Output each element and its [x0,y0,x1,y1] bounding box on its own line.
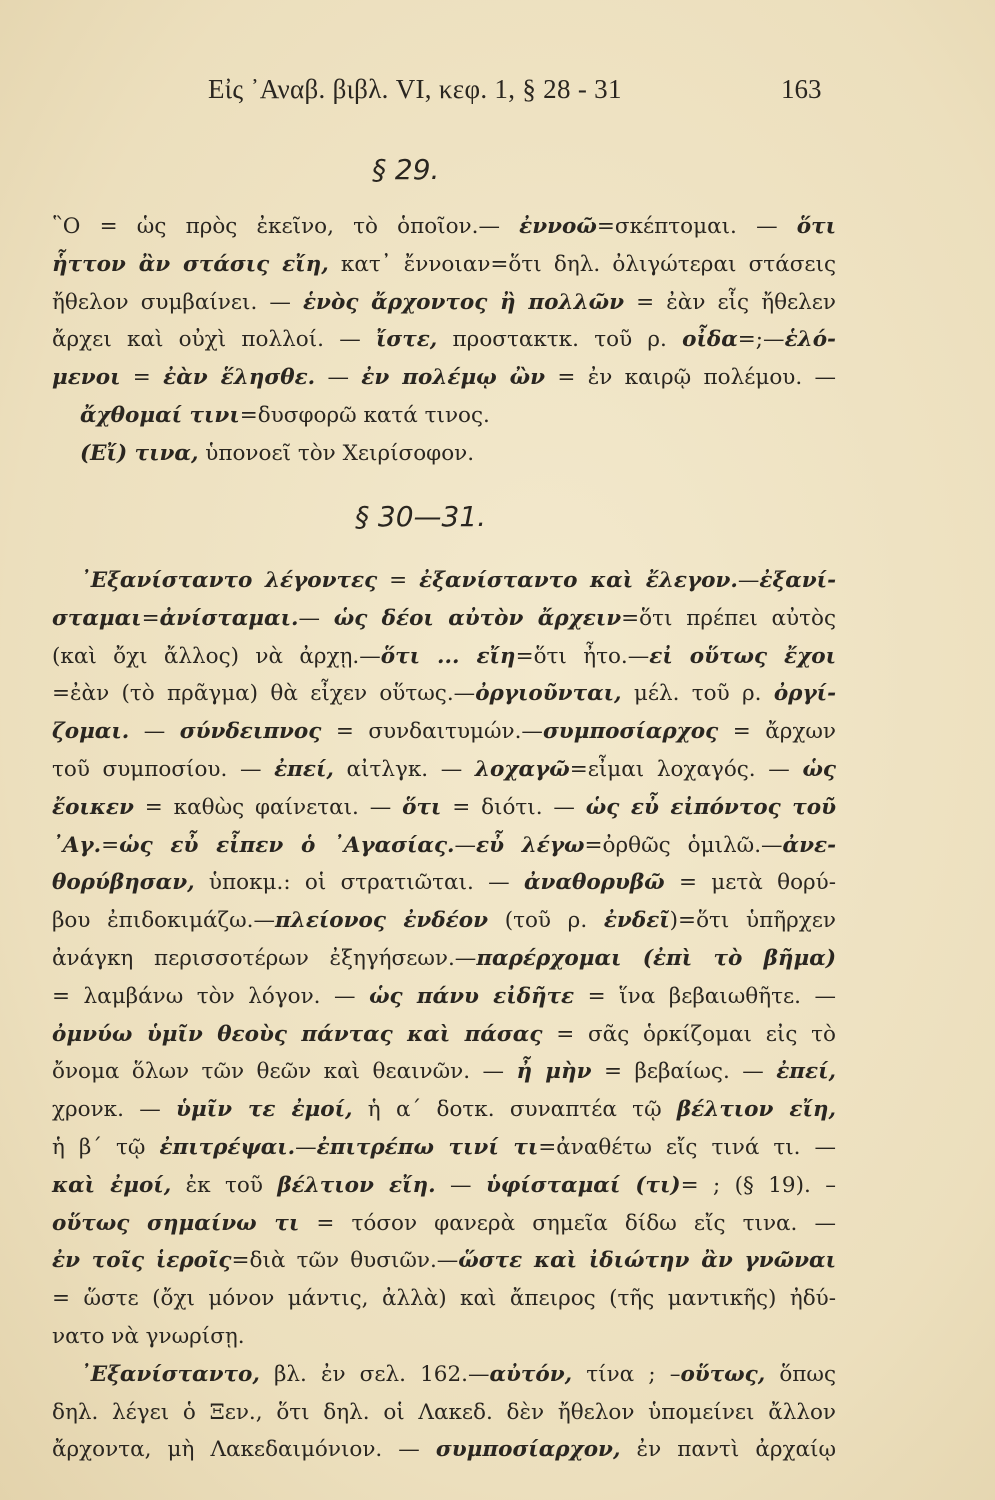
gloss: — [435,1172,486,1198]
gloss: (καὶ ὄχι ἄλλος) νὰ ἀρχῃ.— [52,643,381,669]
lemma: λοχαγῶ [474,756,570,782]
lemma: παρέρχομαι (ἐπὶ τὸ βῆμα) [476,945,836,971]
gloss: — [298,605,334,631]
text-line [52,864,836,902]
lemma: ὡς [802,756,837,782]
lemma: ᾽Εξανίσταντο λέγοντες [80,568,378,593]
lemma: ᾽Εξανίσταντο, [80,1361,260,1387]
text-line [52,675,836,713]
gloss: ἤθελον συμβαίνει. — [52,289,303,315]
lemma: αὐτόν, [489,1361,573,1387]
gloss: = ἵνα βεβαιωθῆτε. — [574,983,836,1009]
gloss: =δυσφορῶ κατά τινος. [239,402,490,428]
text-line [52,1053,836,1091]
lemma: ὅτι [402,794,442,820]
lemma: ἐξανίσταντο καὶ ἔλεγον. [419,568,738,593]
text-line [52,751,836,789]
lemma: ἐπεί, [776,1059,836,1085]
text-line [52,713,836,751]
lemma: ἐνδεῖ [603,908,670,934]
lemma: ὑφίσταμαί (τι) [485,1172,681,1198]
lemma: ὡς εὖ εἶπεν ὁ ᾽Αγασίας. [119,832,455,858]
gloss: =ἀναθέτω εἴς τινά τι. — [538,1134,836,1160]
gloss: =;— [737,327,785,353]
lemma: ἐννοῶ [519,214,597,239]
lemma: ἄχθομαί τινι [80,402,240,428]
gloss: ὄνομα ὅλων τῶν θεῶν καὶ θεαινῶν. — [52,1059,517,1085]
lemma: ἀνίσταμαι. [159,605,299,631]
gloss: =διὰ τῶν θυσιῶν.— [231,1248,459,1274]
text-line [52,1016,836,1054]
gloss: ἡ β´ τῷ [52,1134,160,1160]
gloss: — [454,832,477,858]
section-30-31-body [52,562,836,1469]
text-line [52,1318,836,1356]
text-line [52,246,836,284]
page-header [0,74,995,114]
lemma: ἐὰν ἕλησθε. [163,365,316,391]
lemma: πλείονος ἐνδέον [275,908,488,934]
lemma: ὑμῖν τε ἐμοί, [176,1097,353,1123]
gloss: νατο νὰ γνωρίσῃ. [52,1323,245,1349]
lemma: ἐπιτρέψαι. [159,1134,296,1160]
text-line [52,1242,836,1280]
text-line [52,1394,836,1432]
gloss: (τοῦ ρ. [488,908,604,934]
lemma: θορύβησαν, [52,870,195,896]
text-line [52,1167,836,1205]
text-line [52,1091,836,1129]
gloss: δηλ. λέγει ὁ Ξεν., ὅτι δηλ. οἱ Λακεδ. δὲν ἤθελον ὑπομείνει ἄλλον [52,1399,836,1425]
lemma: συμποσίαρχον, [435,1437,621,1463]
gloss: ὑπονοεῖ τὸν Χειρίσοφον. [198,440,475,466]
gloss: = σᾶς ὁρκίζομαι εἰς τὸ [542,1021,836,1047]
gloss: — [295,1134,317,1160]
gloss: ἐκ τοῦ [171,1172,278,1198]
gloss: χρονκ. — [52,1097,177,1123]
text-line [52,940,836,978]
gloss: = συνδαιτυμών.— [321,719,543,745]
gloss: =ὅτι πρέπει αὐτὸς [621,605,837,631]
lemma: ὀργιοῦνται, [475,681,622,707]
lemma: ἐπεί, [274,756,334,782]
gloss: ἀνάγκη περισσοτέρων ἐξηγήσεων.— [52,945,477,971]
gloss: = διότι. — [441,794,586,820]
lemma: μενοι [52,365,121,391]
lemma: ὡς δέοι αὐτὸν ἄρχειν [333,605,622,631]
text-line [52,208,836,246]
section-heading-30-31: § 30—31. [355,500,487,533]
gloss: =ὅτι ἦτο.— [515,643,650,669]
gloss: βου ἐπιδοκιμάζω.— [52,908,276,934]
text-line [52,789,836,827]
lemma: ἦ μὴν [516,1059,592,1085]
lemma: ἔοικεν [52,794,134,820]
lemma: ἀνε- [782,832,836,858]
lemma: ἐξανί- [759,568,836,593]
lemma: ὀργί- [773,681,836,707]
gloss: = λαμβάνω τὸν λόγον. — [52,983,370,1009]
text-line [52,1431,836,1469]
lemma: ἐπιτρέπω τινί τι [316,1134,539,1160]
gloss: = τόσον φανερὰ σημεῖα δίδω εἴς τινα. — [299,1210,836,1236]
text-line [52,284,836,322]
gloss: ῝Ο = ὡς πρὸς ἐκεῖνο, τὸ ὁποῖον.— [52,214,520,239]
lemma: ζομαι. [52,719,130,745]
gloss: = μετὰ θορύ- [664,870,836,896]
lemma: ἐν τοῖς ἱεροῖς [52,1248,232,1274]
lemma: εἰ οὕτως ἔχοι [649,643,837,669]
gloss: )=ὅτι ὑπῆρχεν [669,908,836,934]
text-line [52,1280,836,1318]
text-line [52,978,836,1016]
gloss: = καθὼς φαίνεται. — [133,794,403,820]
gloss: τοῦ συμποσίου. — [52,756,275,782]
lemma: ὅτι ... εἴη [380,643,516,669]
lemma: βέλτιον εἴη, [676,1097,836,1123]
lemma: ὅτι [796,214,836,239]
lemma: καὶ ἐμοί, [52,1172,172,1198]
lemma: ἀναθορυβῶ [523,870,665,896]
lemma: συμποσίαρχος [542,719,719,745]
text-line [52,1129,836,1167]
gloss: — [315,365,362,391]
lemma: σταμαι [52,605,142,631]
gloss: = ; (§ 19). – [680,1172,836,1198]
lemma: ὥστε καὶ ἰδιώτην ἂν γνῶναι [458,1248,836,1274]
running-title: Εἰς ᾽Αναβ. βιβλ. VI, κεφ. 1, § 28 - 31 [208,74,622,104]
text-line [52,1205,836,1243]
gloss: ἡ α´ δοτκ. συναπτέα τῷ [352,1097,677,1123]
text-line [52,902,836,940]
gloss: = ἐὰν εἷς ἤθελεν [624,289,836,315]
text-line [52,359,836,397]
lemma: βέλτιον εἴη. [277,1172,436,1198]
gloss: — [129,719,180,745]
gloss: =σκέπτομαι. — [596,214,797,239]
text-line [52,435,836,473]
gloss: ὑποκμ.: οἱ στρατιῶται. — [194,870,524,896]
gloss: — [737,568,760,593]
gloss: = ἐν καιρῷ πολέμου. — [545,365,836,391]
text-line [52,1356,836,1394]
lemma: ᾽Αγ. [52,832,102,858]
gloss: =ἐὰν (τὸ πρᾶγμα) θὰ εἶχεν οὕτως.— [52,681,476,707]
lemma: ἑνὸς ἄρχοντος ἢ πολλῶν [302,289,625,315]
text-line [52,638,836,676]
lemma: ἴστε, [376,327,438,353]
gloss: = [377,568,420,593]
lemma: ὡς εὖ εἰπόντος τοῦ [585,794,836,820]
gloss: προστακτκ. τοῦ ρ. [437,327,683,353]
lemma: (Εἴ) τινα, [80,440,199,466]
gloss: ἄρχοντα, μὴ Λακεδαιμόνιον. — [52,1437,436,1463]
gloss: = [120,365,164,391]
gloss: ἐν παντὶ ἀρχαίῳ [620,1437,836,1463]
lemma: σύνδειπνος [179,719,322,745]
gloss: = ὥστε (ὄχι μόνον μάντις, ἀλλὰ) καὶ ἄπειρος (τῆς μαντικῆς) ἠδύ- [52,1286,836,1312]
gloss: = ἄρχων [718,719,836,745]
lemma: οὕτως, [680,1361,766,1387]
text-line [52,827,836,865]
gloss: αἰτλγκ. — [333,756,475,782]
text-line [52,600,836,638]
gloss: = [101,832,120,858]
gloss: ὅπως [765,1361,837,1387]
lemma: ἧττον ἂν στάσις εἴη, [52,251,329,277]
gloss: κατ᾽ ἔννοιαν=ὅτι δηλ. ὀλιγώτεραι στάσεις [328,251,836,277]
lemma: οἶδα [682,327,738,353]
gloss: = [141,605,160,631]
gloss: τίνα ; – [572,1361,681,1387]
section-29-body [52,208,836,473]
section-heading-29: § 29. [372,153,440,186]
gloss: =ὀρθῶς ὁμιλῶ.— [584,832,783,858]
lemma: οὕτως σημαίνω τι [52,1210,300,1236]
gloss: ἄρχει καὶ οὐχὶ πολλοί. — [52,327,376,353]
lemma: ὀμνύω ὑμῖν θεοὺς πάντας καὶ πάσας [52,1021,543,1047]
lemma: εὖ λέγω [476,832,585,858]
page-number: 163 [781,74,822,104]
gloss: μέλ. τοῦ ρ. [621,681,774,707]
lemma: ἐν πολέμῳ ὢν [361,365,546,391]
text-line [52,562,836,600]
lemma: ἑλό- [784,327,836,353]
gloss: βλ. ἐν σελ. 162.— [259,1361,490,1387]
text-line [52,321,836,359]
text-line [52,397,836,435]
gloss: = βεβαίως. — [591,1059,777,1085]
gloss: =εἶμαι λοχαγός. — [569,756,803,782]
lemma: ὡς πάνυ εἰδῆτε [369,983,575,1009]
